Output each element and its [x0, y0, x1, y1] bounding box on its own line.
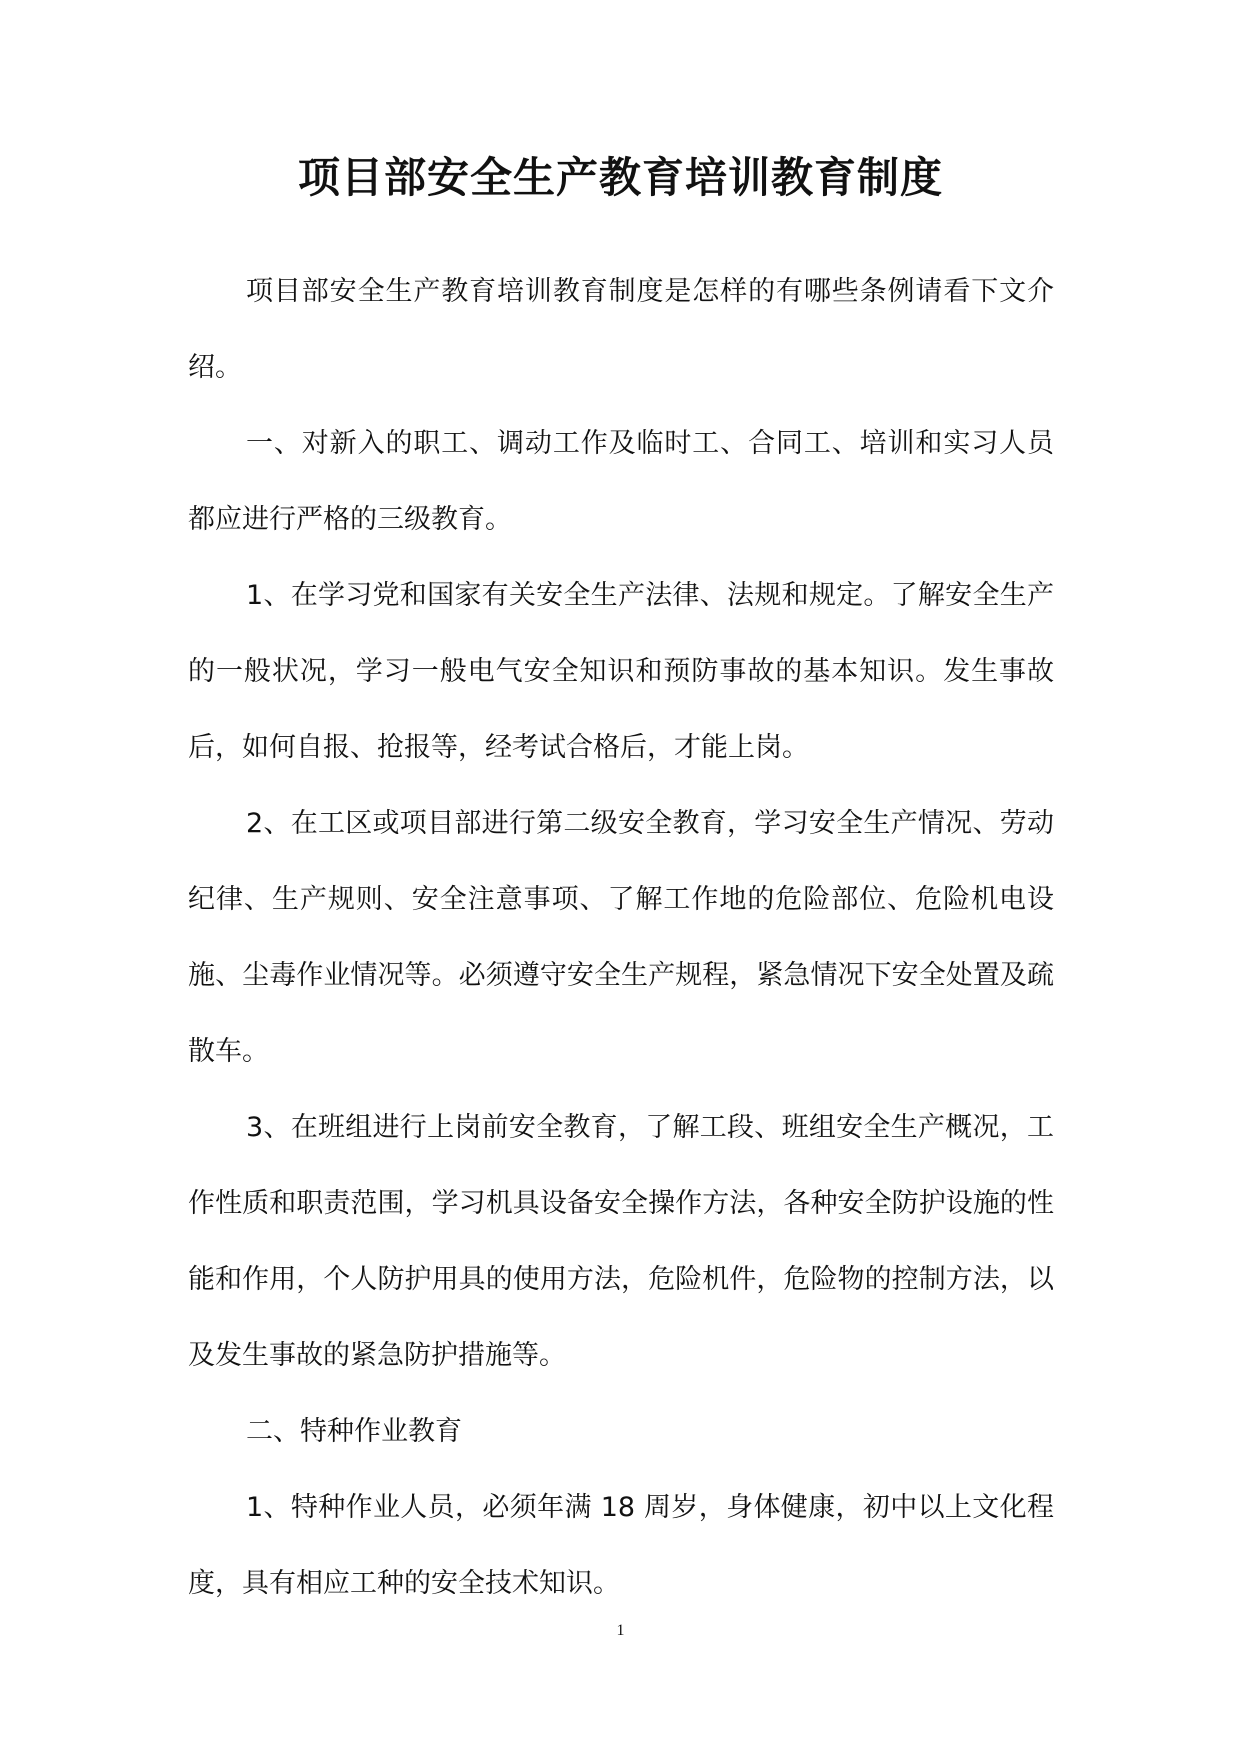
paragraph-section-2: 二、特种作业教育 — [246, 1416, 462, 1447]
paragraph-section-1: 一、对新入的职工、调动工作及临时工、合同工、培训和实习人员都应进行严格的三级教育。 — [188, 428, 1054, 535]
document-body — [188, 254, 1054, 1622]
paragraph-item-1-2: 2、在工区或项目部进行第二级安全教育，学习安全生产情况、劳动纪律、生产规则、安全注意事项、了解工作地的危险部位、危险机电设施、尘毒作业情况等。必须遵守安全生产规程，紧急情况下安全处置及疏散车。 — [188, 808, 1054, 1067]
page-number: 1 — [616, 1622, 625, 1639]
paragraph-intro: 项目部安全生产教育培训教育制度是怎样的有哪些条例请看下文介绍。 — [188, 276, 1054, 383]
paragraph-item-1-3: 3、在班组进行上岗前安全教育，了解工段、班组安全生产概况，工作性质和职责范围，学习机具设备安全操作方法，各种安全防护设施的性能和作用，个人防护用具的使用方法，危险机件，危险物的控制方法，以及发生事故的紧急防护措施等。 — [188, 1112, 1054, 1371]
paragraph-item-2-1: 1、特种作业人员，必须年满 18 周岁，身体健康，初中以上文化程度，具有相应工种的安全技术知识。 — [188, 1492, 1054, 1599]
paragraph-item-1-1: 1、在学习党和国家有关安全生产法律、法规和规定。了解安全生产的一般状况，学习一般电气安全知识和预防事故的基本知识。发生事故后，如何自报、抢报等，经考试合格后，才能上岗。 — [188, 580, 1054, 763]
document-title: 项目部安全生产教育培训教育制度 — [297, 153, 943, 202]
